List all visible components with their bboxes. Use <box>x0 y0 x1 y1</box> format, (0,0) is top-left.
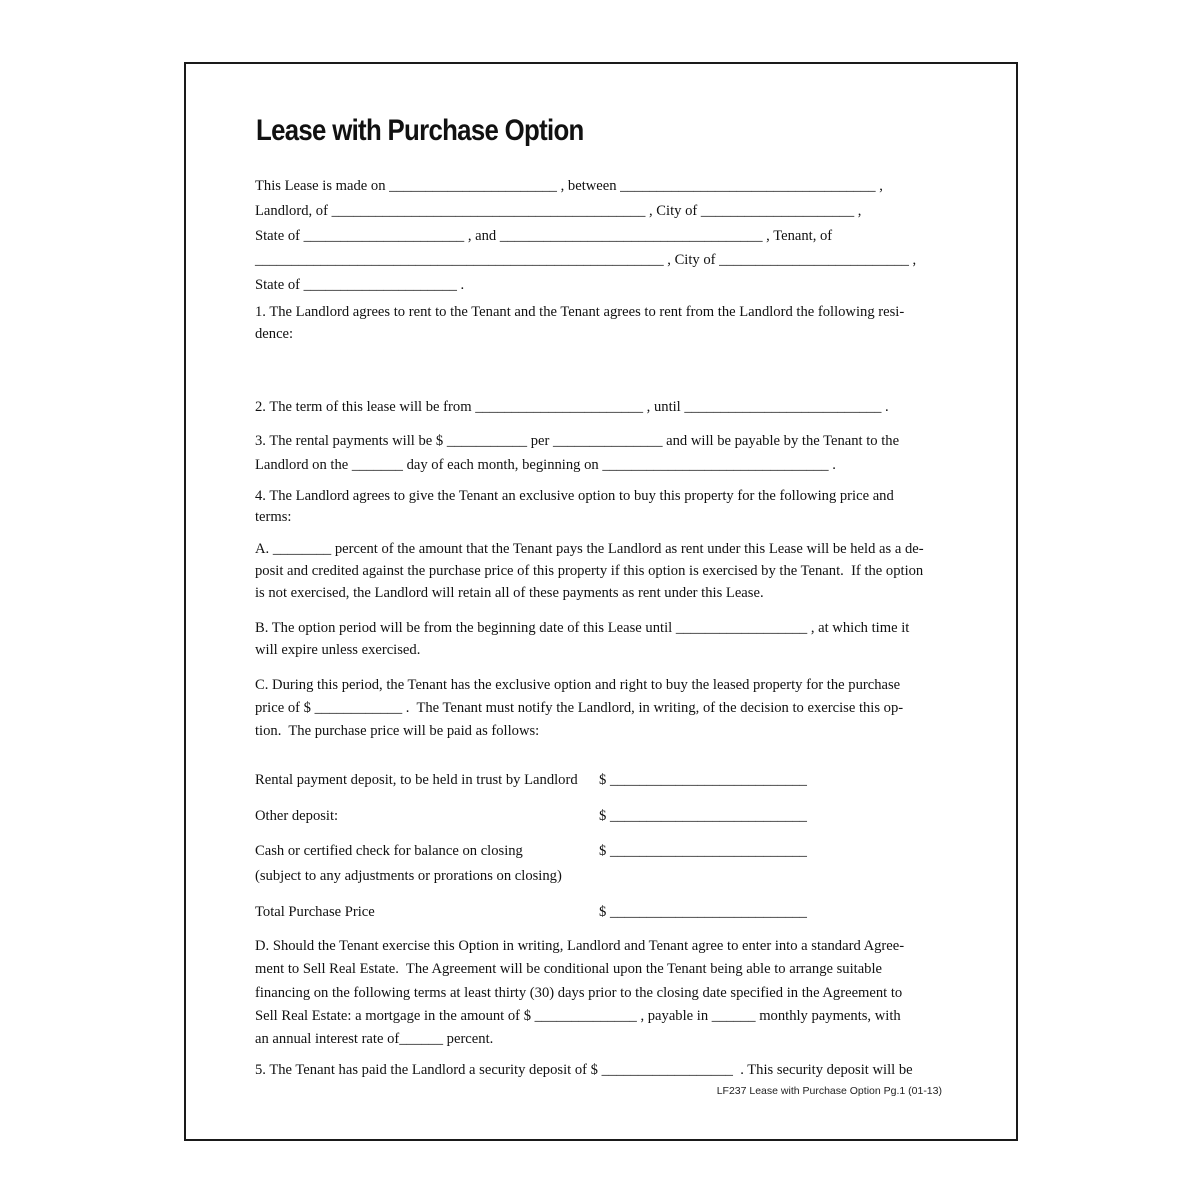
clause-d-line-4: Sell Real Estate: a mortgage in the amount of $ ______________ , payable in ______ monthly payments, with <box>255 1008 901 1024</box>
intro-line-1: This Lease is made on _______________________ , between ___________________________________ , <box>255 178 883 194</box>
intro-line-5: State of _____________________ . <box>255 277 465 293</box>
form-footer: LF237 Lease with Purchase Option Pg.1 (01-13) <box>716 1085 942 1097</box>
clause-4-line-2: terms: <box>255 509 292 525</box>
payment-label-other-deposit: Other deposit: <box>255 808 339 824</box>
clause-a-line-1: A. ________ percent of the amount that the Tenant pays the Landlord as rent under this Lease will be held as a de- <box>255 541 924 557</box>
payment-label-cash-balance: Cash or certified check for balance on closing <box>255 843 523 859</box>
payment-label-total: Total Purchase Price <box>255 904 375 920</box>
clause-d-line-1: D. Should the Tenant exercise this Option in writing, Landlord and Tenant agree to enter into a standard Agree- <box>255 938 905 954</box>
payment-field-other-deposit: $ ___________________________ <box>599 808 807 824</box>
clause-4-line-1: 4. The Landlord agrees to give the Tenant an exclusive option to buy this property for the following price and <box>255 488 894 504</box>
clause-b-line-2: will expire unless exercised. <box>255 642 421 658</box>
clause-5: 5. The Tenant has paid the Landlord a security deposit of $ __________________ . This security deposit will be <box>255 1062 913 1078</box>
lease-form-page <box>184 62 1018 1141</box>
payment-field-rental-deposit: $ ___________________________ <box>599 772 807 788</box>
clause-b-line-1: B. The option period will be from the beginning date of this Lease until __________________ , at which time it <box>255 620 910 636</box>
clause-d-line-3: financing on the following terms at least thirty (30) days prior to the closing date specified in the Agreement to <box>255 985 903 1001</box>
payment-field-total: $ ___________________________ <box>599 904 807 920</box>
clause-c-line-3: tion. The purchase price will be paid as follows: <box>255 723 540 739</box>
clause-d-line-5: an annual interest rate of______ percent. <box>255 1031 494 1047</box>
clause-1-line-2: dence: <box>255 326 294 342</box>
intro-line-2: Landlord, of ___________________________________________ , City of _____________________ , <box>255 203 862 219</box>
payment-sublabel-cash-balance: (subject to any adjustments or prorations on closing) <box>255 868 562 884</box>
clause-3-line-1: 3. The rental payments will be $ ___________ per _______________ and will be payable by the Tenant to the <box>255 433 900 449</box>
clause-3-line-2: Landlord on the _______ day of each month, beginning on _______________________________ . <box>255 457 836 473</box>
clause-a-line-2: posit and credited against the purchase price of this property if this option is exercised by the Tenant. If the option <box>255 563 924 579</box>
payment-label-rental-deposit: Rental payment deposit, to be held in trust by Landlord <box>255 772 578 788</box>
clause-a-line-3: is not exercised, the Landlord will retain all of these payments as rent under this Lease. <box>255 585 764 601</box>
clause-2: 2. The term of this lease will be from _______________________ , until ___________________________ . <box>255 399 889 415</box>
payment-field-cash-balance: $ ___________________________ <box>599 843 807 859</box>
intro-line-4: ________________________________________________________ , City of __________________________ , <box>255 252 917 268</box>
clause-c-line-2: price of $ ____________ . The Tenant must notify the Landlord, in writing, of the decision to exercise this op- <box>255 700 904 716</box>
intro-line-3: State of ______________________ , and ____________________________________ , Tenant, of <box>255 228 833 244</box>
clause-1-line-1: 1. The Landlord agrees to rent to the Tenant and the Tenant agrees to rent from the Landlord the following resi- <box>255 304 905 320</box>
clause-c-line-1: C. During this period, the Tenant has the exclusive option and right to buy the leased property for the purchase <box>255 677 901 693</box>
clause-d-line-2: ment to Sell Real Estate. The Agreement will be conditional upon the Tenant being able to arrange suitable <box>255 961 883 977</box>
page-title: Lease with Purchase Option <box>256 114 584 147</box>
